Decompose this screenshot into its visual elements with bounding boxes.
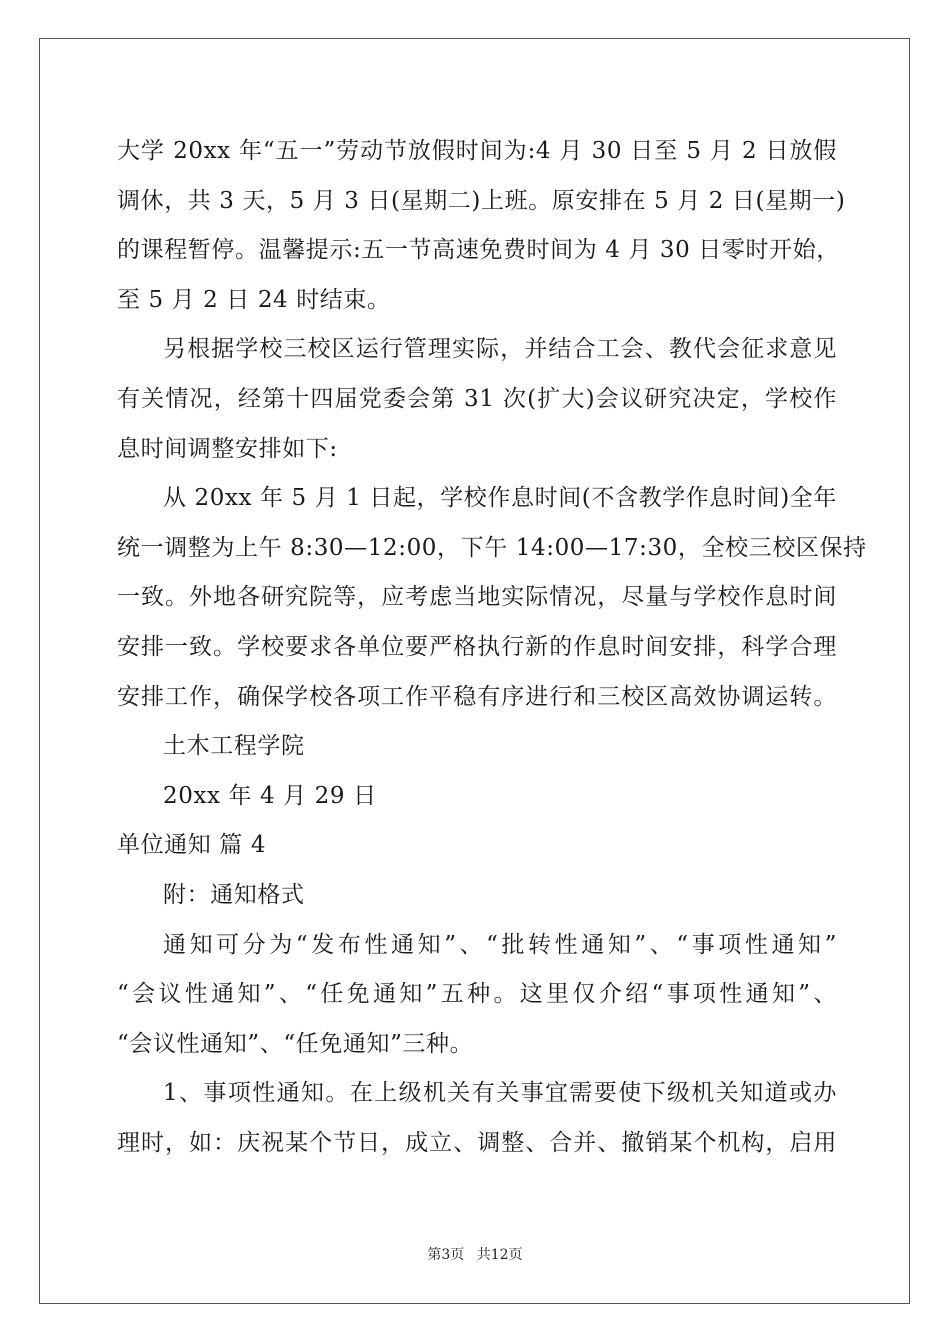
text-line: “会议性通知”、“任免通知”五种。这里仅介绍“事项性通知”、 — [117, 981, 837, 1008]
text-line: 安排一致。学校要求各单位要严格执行新的作息时间安排，科学合理 — [117, 633, 837, 660]
text-line: 理时，如：庆祝某个节日，成立、调整、合并、撤销某个机构，启用 — [117, 1129, 837, 1156]
text-line: 大学 20xx 年“五一”劳动节放假时间为:4 月 30 日至 5 月 2 日放假 — [117, 138, 837, 164]
text-line: 从 20xx 年 5 月 1 日起，学校作息时间(不含教学作息时间)全年 — [163, 485, 837, 512]
text-line: 20xx 年 4 月 29 日 — [163, 782, 377, 809]
text-line: 单位通知 篇 4 — [117, 832, 267, 859]
text-line: 1、事项性通知。在上级机关有关事宜需要使下级机关知道或办 — [163, 1080, 837, 1107]
text-line: 土木工程学院 — [163, 733, 305, 760]
text-line: 附：通知格式 — [163, 881, 305, 908]
text-line: 统一调整为上午 8:30—12:00，下午 14:00—17:30，全校三校区保持 — [117, 534, 867, 561]
page-total: 共12页 — [476, 1247, 523, 1263]
text-line: 有关情况，经第十四届党委会第 31 次(扩大)会议研究决定，学校作 — [117, 385, 837, 412]
text-line: 调休，共 3 天，5 月 3 日(星期二)上班。原安排在 5 月 2 日(星期一) — [117, 187, 846, 214]
text-line: 安排工作，确保学校各项工作平稳有序进行和三校区高效协调运转。 — [117, 683, 837, 710]
text-line: “会议性通知”、“任免通知”三种。 — [117, 1030, 474, 1057]
text-line: 息时间调整安排如下: — [117, 435, 338, 462]
document-body — [117, 127, 867, 1168]
page-number: 第3页 — [427, 1247, 465, 1263]
text-line: 一致。外地各研究院等，应考虑当地实际情况，尽量与学校作息时间 — [117, 584, 837, 611]
text-line: 的课程暂停。温馨提示:五一节高速免费时间为 4 月 30 日零时开始， — [117, 237, 840, 264]
text-line: 至 5 月 2 日 24 时结束。 — [117, 286, 391, 313]
text-line: 通知可分为“发布性通知”、“批转性通知”、“事项性通知” — [163, 931, 837, 958]
page-footer — [0, 1244, 950, 1264]
text-line: 另根据学校三校区运行管理实际，并结合工会、教代会征求意见 — [163, 336, 837, 363]
